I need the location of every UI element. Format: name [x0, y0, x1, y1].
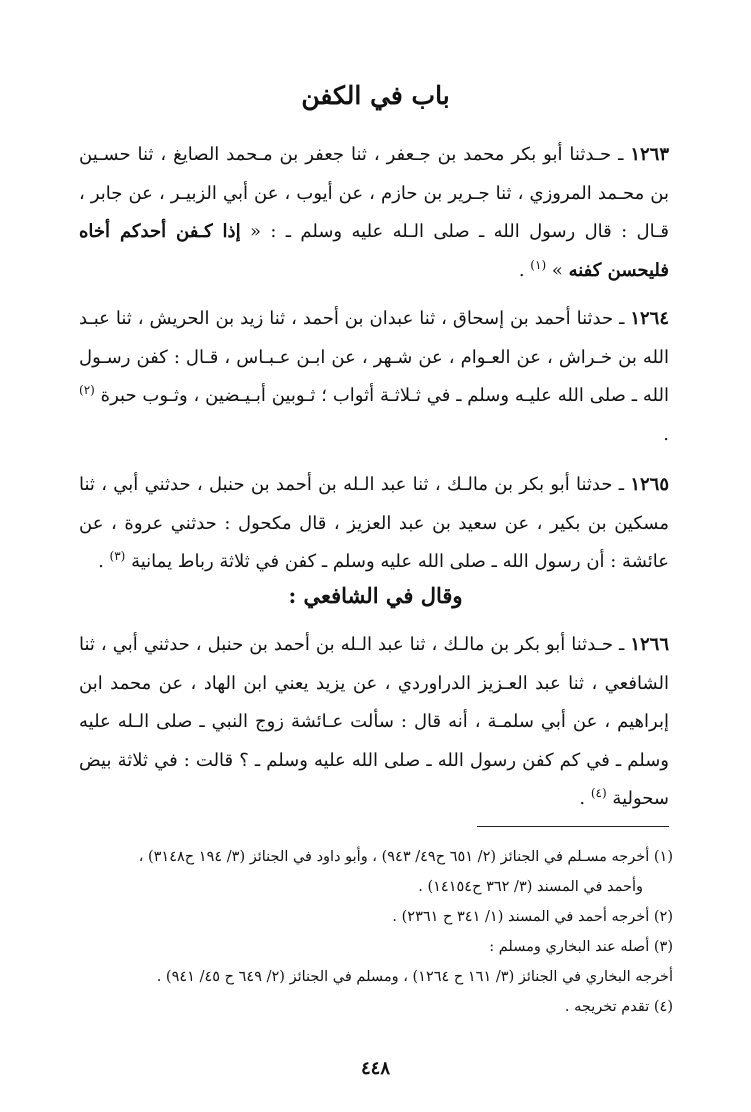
hadith-end: .: [579, 788, 591, 809]
hadith-number: ١٢٦٦: [630, 634, 669, 655]
hadith-number: ١٢٦٤: [630, 308, 669, 329]
footnote-line: (٣) أصله عند البخاري ومسلم :: [489, 939, 673, 955]
footnote-line: (٢) أخرجه أحمد في المسند (١/ ٣٤١ ح ٢٣٦١) .: [392, 909, 673, 925]
hadith-text: حـدثنا أبو بكر محمد بن جـعفر ، ثنا جعفر بن مـحمد الصايغ ، ثنا حسـين بن محـمد المروزي ، ثنا جـرير بن حازم ، عن أيوب ، عن أبي الزبيـر ، عن جابر ، قـال : قال رسول الله ـ صلى الـله عليه وسلم ـ : «: [79, 144, 669, 242]
footnote-line: (١) أخرجه مسـلم في الجنائز (٢/ ٦٥١ ح٤٩/ ٩٤٣) ، وأبو داود في الجنائز (٣/ ١٩٤ ح٣١٤٨) ،: [138, 849, 673, 865]
footnote-divider: [477, 826, 669, 827]
hadith-number: ١٢٦٣: [630, 144, 670, 165]
hadith-paragraph: ١٢٦٣ ـ حـدثنا أبو بكر محمد بن جـعفر ، ثنا جعفر بن مـحمد الصايغ ، ثنا حسـين بن محـمد المروزي ، ثنا جـرير بن حازم ، عن أيوب ، عن أبي الزبيـر ، عن جابر ، قـال : قال رسول الله ـ صلى الـله عليه وسلم ـ : « إذا كـفن أحدكم أخاه فليحسن كفنه » $^{(١)}$ .: [79, 144, 670, 281]
footnote-line: (٤) تقدم تخريجه .: [564, 999, 673, 1015]
chapter-title: باب في الكفن: [301, 81, 450, 110]
hadith-text: حدثنا أبو بكر بن مالـك ، ثنا عبد الـله بن أحمد بن حنبل ، حدثني أبي ، ثنا مسكين بن بكير ، عن سعيد بن عبد العزيز ، قال مكحول : حدثني عروة ، عن عائشة : أن رسول الله ـ صلى الله عليه وسلم ـ كفن في ثلاثة رباط يمانية: [79, 474, 669, 572]
footnote-line: وأحمد في المسند (٣/ ٣٦٢ ح١٤١٥٤) .: [418, 879, 643, 895]
page-number: ٤٤٨: [360, 1058, 390, 1079]
hadith-paragraph: ١٢٦٥ ـ حدثنا أبو بكر بن مالـك ، ثنا عبد الـله بن أحمد بن حنبل ، حدثني أبي ، ثنا مسكين بن بكير ، عن سعيد بن عبد العزيز ، قال مكحول : حدثني عروة ، عن عائشة : أن رسول الله ـ صلى الله عليه وسلم ـ كفن في ثلاثة رباط يمانية $^{(٣)}$ .: [79, 474, 669, 572]
footnote-marker: (٤): [590, 786, 607, 800]
footnote-marker: (١): [530, 257, 547, 272]
hadith-end: .: [98, 551, 110, 572]
section-subheading: وقال في الشافعي :: [288, 583, 463, 608]
hadith-number: ١٢٦٥: [630, 474, 669, 495]
footnote-marker: (٣): [109, 549, 126, 563]
footnote-line: أخرجه البخاري في الجنائز (٣/ ١٦١ ح ١٢٦٤) ، ومسلم في الجنائز (٢/ ٦٤٩ ح ٤٥/ ٩٤١) .: [156, 969, 673, 985]
hadith-paragraph: ١٢٦٦ ـ حـدثنا أبو بكر بن مالـك ، ثنا عبد الـله بن أحمد بن حنبل ، حدثني أبي ، ثنا الشافعي ، ثنا عبد العـزيز الدراوردي ، عن يزيد يعني ابن الهاد ، عن محمد ابن إبراهيم ، عن أبي سلمـة ، أنه قال : سألت عـائشة زوج النبي ـ صلى الـله عليه وسلم ـ في كم كفن رسول الله ـ صلى الله عليه وسلم ـ ؟ قالت : في ثلاثة بيض سحولية $^{(٤)}$ .: [79, 634, 669, 809]
hadith-end: .: [663, 423, 669, 445]
footnotes-block: [77, 842, 673, 1022]
quote-close: »: [546, 259, 569, 281]
hadith-end: .: [518, 259, 531, 281]
hadith-text: حـدثنا أبو بكر بن مالـك ، ثنا عبد الـله بن أحمد بن حنبل ، حدثني أبي ، ثنا الشافعي ، ثنا عبد العـزيز الدراوردي ، عن يزيد يعني ابن الهاد ، عن محمد ابن إبراهيم ، عن أبي سلمـة ، أنه قال : سألت عـائشة زوج النبي ـ صلى الـله عليه وسلم ـ في كم كفن رسول الله ـ صلى الله عليه وسلم ـ ؟ قالت : في ثلاثة بيض سحولية: [79, 634, 669, 809]
hadith-text: حدثنا أحمد بن إسحاق ، ثنا عبدان بن أحمد ، ثنا زيد بن الحريش ، ثنا عبـد الله بن خـراش ، عن العـوام ، عن شـهر ، عن ابـن عـبـاس ، قـال : كفن رسـول الله ـ صلى الله عليـه وسلم ـ في ثـلاثـة أثواب ؛ ثـوبين أبـيـضين ، وثـوب حبرة: [79, 308, 669, 406]
hadith-paragraph: ١٢٦٤ ـ حدثنا أحمد بن إسحاق ، ثنا عبدان بن أحمد ، ثنا زيد بن الحريش ، ثنا عبـد الله بن خـراش ، عن العـوام ، عن شـهر ، عن ابـن عـبـاس ، قـال : كفن رسـول الله ـ صلى الله عليـه وسلم ـ في ثـلاثـة أثواب ؛ ثـوبين أبـيـضين ، وثـوب حبرة $^{(٢)}$ .: [79, 308, 669, 445]
hadith-quote: إذا كـفن أحدكم أخاه فليحسن كفنه: [79, 221, 669, 281]
footnote-marker: (٢): [79, 383, 95, 397]
